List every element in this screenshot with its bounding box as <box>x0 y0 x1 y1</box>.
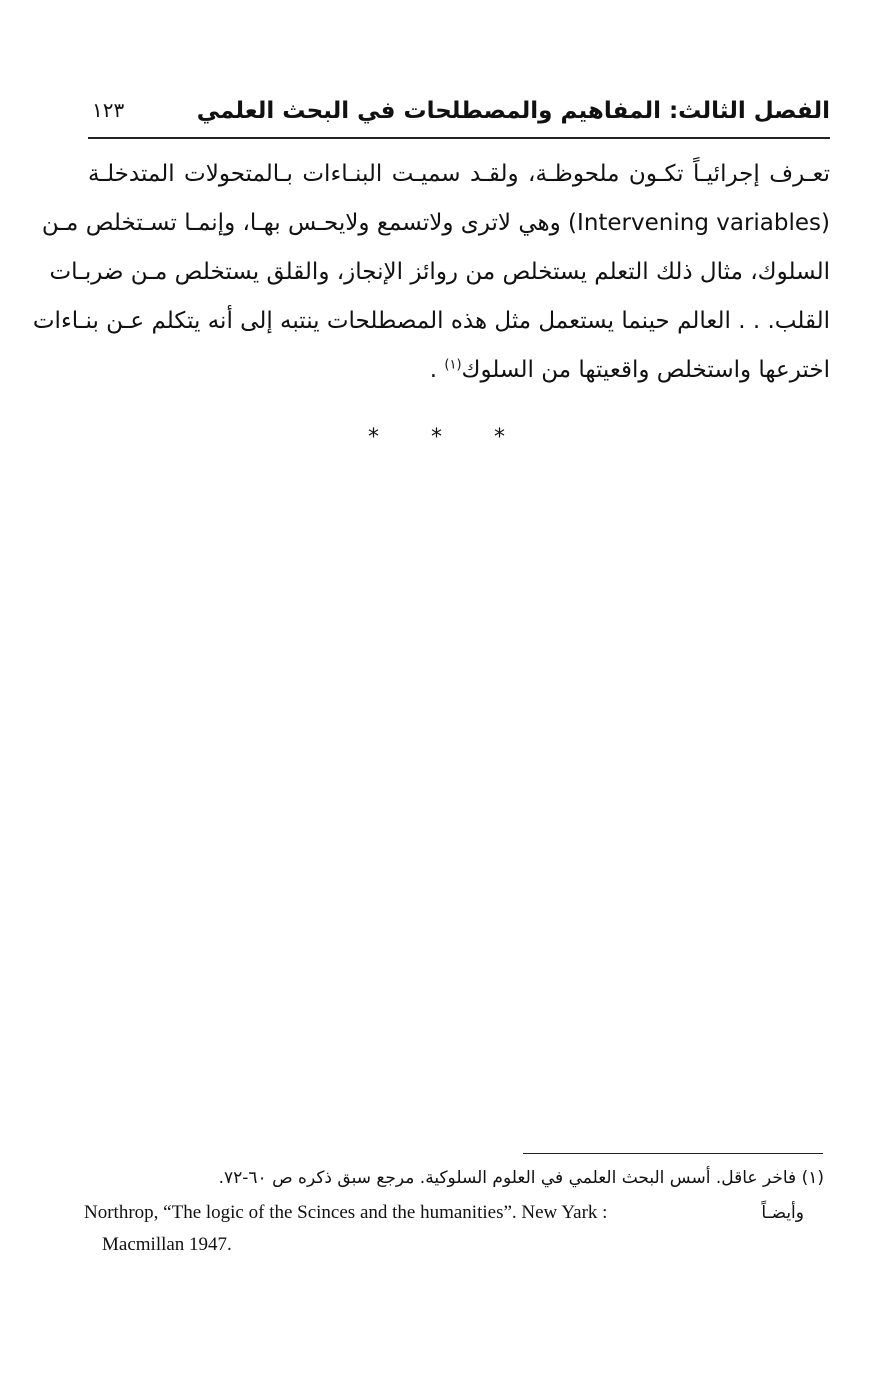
separator-star: * <box>431 425 442 450</box>
separator-star: * <box>494 425 505 450</box>
footnote-1: (١) فاخر عاقل. أسس البحث العلمي في العلوم السلوكية. مرجع سبق ذكره ص ٦٠-٧٢. <box>218 1168 824 1188</box>
footnote-reference: (١) <box>444 357 462 373</box>
header-rule <box>88 137 830 139</box>
body-line: السلوك، مثال ذلك التعلم يستخلص من روائز الإنجاز، والقلق يستخلص مـن ضربـات <box>49 259 830 285</box>
footnote-2 <box>84 1196 804 1230</box>
body-last-end: . <box>429 357 445 383</box>
body-line: تعـرف إجرائيـاً تكـون ملحوظـة، ولقـد سميـت البنـاءات بـالمتحولات المتدخلـة <box>88 161 830 187</box>
section-separator <box>0 425 873 450</box>
footnote-2-english: Northrop, “The logic of the Scinces and the humanities”. New Yark : <box>84 1202 608 1223</box>
footnote-3: Macmillan 1947. <box>102 1234 232 1255</box>
body-last-text: اخترعها واستخلص واقعيتها من السلوك <box>461 357 830 383</box>
footnote-2-arabic: وأيضـاً <box>761 1203 804 1223</box>
separator-star: * <box>368 425 379 450</box>
body-paragraph <box>32 150 830 395</box>
footnote-rule <box>523 1153 823 1154</box>
page-number: ١٢٣ <box>92 98 125 122</box>
body-line-last <box>88 346 830 395</box>
body-line: (Intervening variables) وهي لاترى ولاتسمع ولايحـس بهـا، وإنمـا تسـتخلص مـن <box>41 210 830 236</box>
chapter-title: الفصل الثالث: المفاهيم والمصطلحات في البحث العلمي <box>196 98 830 124</box>
running-header <box>88 92 830 136</box>
body-line: القلب. . . العالم حينما يستعمل مثل هذه المصطلحات ينتبه إلى أنه يتكلم عـن بنـاءات <box>32 308 830 334</box>
footnotes <box>84 1160 824 1260</box>
